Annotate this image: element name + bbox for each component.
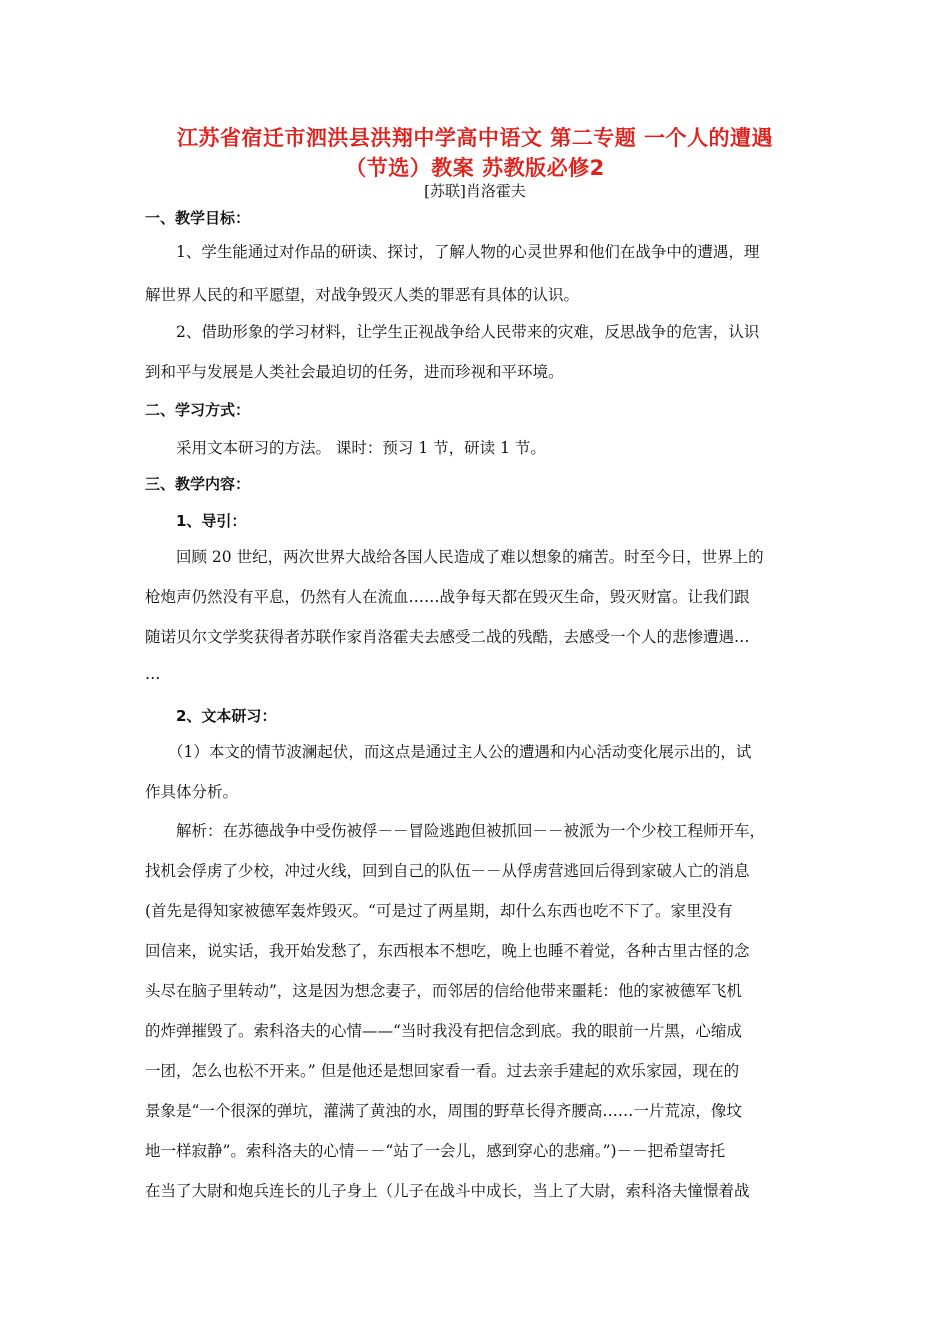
paragraph-line: (首先是得知家被德军轰炸毁灭。“可是过了两星期，却什么东西也吃不下了。家里没有 bbox=[145, 902, 733, 920]
section-heading-method: 二、学习方式： bbox=[145, 401, 251, 419]
paragraph-line: 解世界人民的和平愿望，对战争毁灭人类的罪恶有具体的认识。 bbox=[145, 286, 580, 304]
paragraph-line: 景象是“一个很深的弹坑，灌满了黄浊的水，周围的野草长得齐腰高……一片荒凉，像坟 bbox=[145, 1102, 742, 1120]
paragraph-line: 2、借助形象的学习材料，让学生正视战争给人民带来的灾难，反思战争的危害，认识 bbox=[176, 323, 760, 341]
paragraph-line: 枪炮声仍然没有平息，仍然有人在流血……战争每天都在毁灭生命，毁灭财富。让我们跟 bbox=[145, 588, 750, 606]
document-title-line2: （节选）教案 苏教版必修2 bbox=[345, 156, 605, 180]
paragraph-line: 采用文本研习的方法。 课时：预习 1 节，研读 1 节。 bbox=[176, 439, 546, 457]
paragraph-line: 一团，怎么也松不开来。” 但是他还是想回家看一看。过去亲手建起的欢乐家园，现在的 bbox=[145, 1062, 740, 1080]
section-heading-goals: 一、教学目标： bbox=[145, 209, 251, 227]
paragraph-line: 回顾 20 世纪，两次世界大战给各国人民造成了难以想象的痛苦。时至今日，世界上的 bbox=[176, 548, 764, 566]
paragraph-line: 找机会俘虏了少校，冲过火线，回到自己的队伍－－从俘虏营逃回后得到家破人亡的消息 bbox=[145, 862, 750, 880]
paragraph-line: 在当了大尉和炮兵连长的儿子身上（儿子在战斗中成长，当上了大尉，索科洛夫憧憬着战 bbox=[145, 1182, 750, 1200]
paragraph-line: 作具体分析。 bbox=[145, 783, 239, 801]
paragraph-line: 的炸弹摧毁了。索科洛夫的心情——“当时我没有把信念到底。我的眼前一片黑，心缩成 bbox=[145, 1022, 742, 1040]
paragraph-line: 解析：在苏德战争中受伤被俘－－冒险逃跑但被抓回－－被派为一个少校工程师开车， bbox=[176, 822, 766, 840]
subsection-heading-intro: 1、导引： bbox=[176, 512, 247, 530]
paragraph-line: 到和平与发展是人类社会最迫切的任务，进而珍视和平环境。 bbox=[145, 363, 564, 381]
author-line: [苏联]肖洛霍夫 bbox=[424, 182, 526, 200]
paragraph-line: 随诺贝尔文学奖获得者苏联作家肖洛霍夫去感受二战的残酷，去感受一个人的悲惨遭遇… bbox=[145, 628, 750, 646]
paragraph-line: 1、学生能通过对作品的研读、探讨，了解人物的心灵世界和他们在战争中的遭遇，理 bbox=[176, 243, 760, 261]
paragraph-line: … bbox=[145, 665, 161, 683]
paragraph-line: 头尽在脑子里转动”，这是因为想念妻子，而邻居的信给他带来噩耗：他的家被德军飞机 bbox=[145, 982, 742, 1000]
document-title-line1: 江苏省宿迁市泗洪县洪翔中学高中语文 第二专题 一个人的遭遇 bbox=[176, 126, 774, 150]
paragraph-line: （1）本文的情节波澜起伏，而这点是通过主人公的遭遇和内心活动变化展示出的，试 bbox=[168, 743, 752, 761]
paragraph-line: 地一样寂静”。索科洛夫的心情－－“站了一会儿，感到穿心的悲痛。”)－－把希望寄托 bbox=[145, 1142, 726, 1160]
paragraph-line: 回信来，说实话，我开始发愁了，东西根本不想吃，晚上也睡不着觉，各种古里古怪的念 bbox=[145, 942, 750, 960]
subsection-heading-text-study: 2、文本研习： bbox=[176, 707, 277, 725]
section-heading-content: 三、教学内容： bbox=[145, 475, 251, 493]
